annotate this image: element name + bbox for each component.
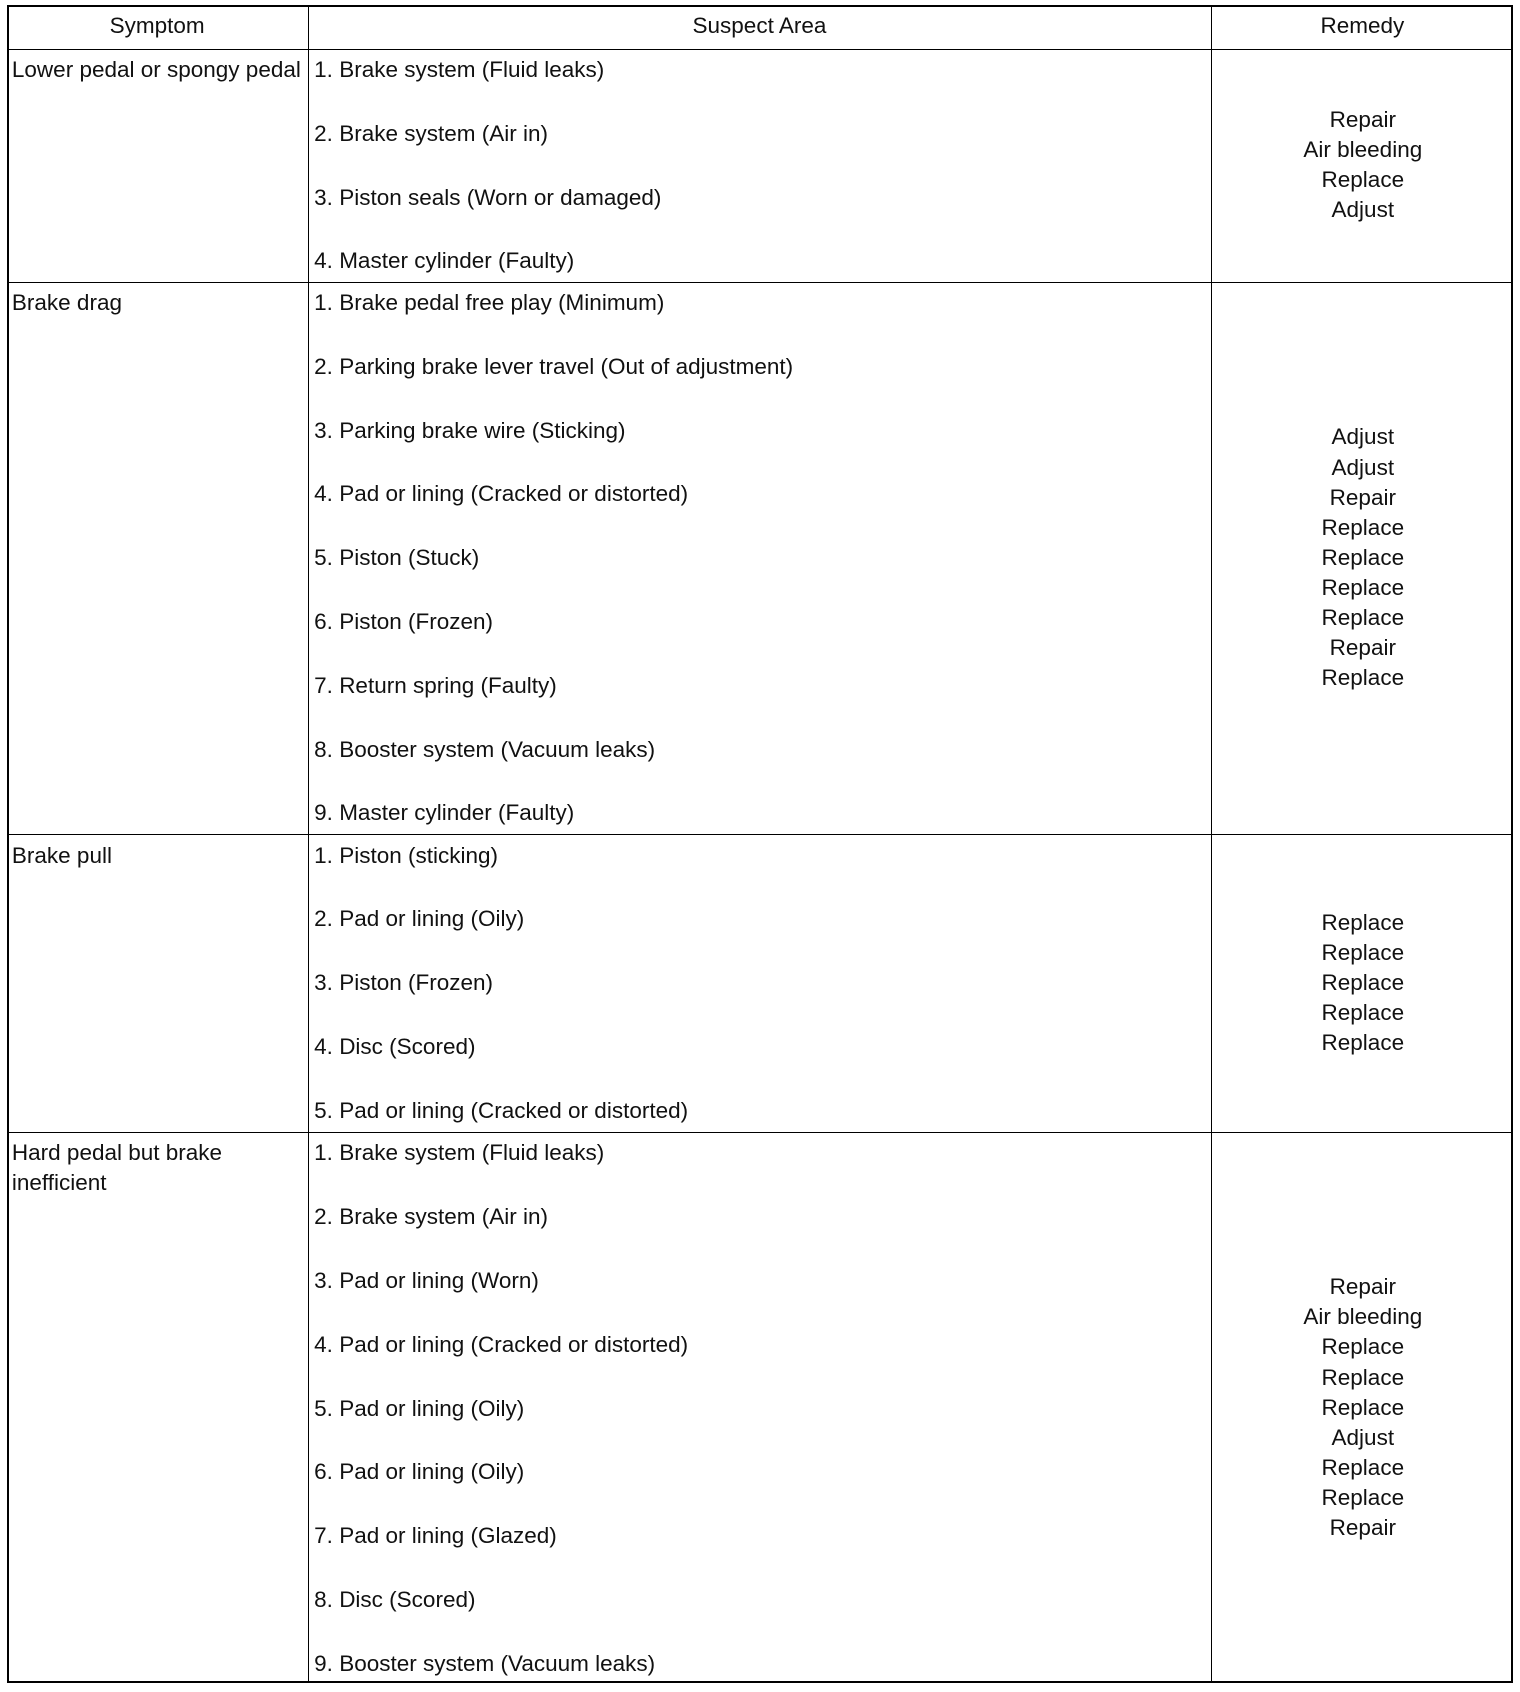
suspect-area-item: 8. Booster system (Vacuum leaks) [314, 736, 656, 762]
row-divider [7, 282, 1514, 283]
remedy-item: Replace [1321, 1394, 1405, 1420]
suspect-area-item: 3. Parking brake wire (Sticking) [314, 417, 626, 443]
remedy-item: Replace [1321, 1334, 1405, 1360]
suspect-area-item: 5. Pad or lining (Oily) [314, 1395, 525, 1421]
header-suspect-area: Suspect Area [692, 12, 827, 38]
suspect-area-item: 8. Disc (Scored) [314, 1586, 476, 1612]
remedy-item: Air bleeding [1303, 1304, 1423, 1330]
remedy-item: Replace [1321, 1454, 1405, 1480]
suspect-area-item: 6. Pad or lining (Oily) [314, 1459, 525, 1485]
suspect-area-item: 1. Piston (sticking) [314, 842, 498, 868]
symptom-cell: Lower pedal or spongy pedal [11, 57, 301, 83]
suspect-area-item: 9. Master cylinder (Faulty) [314, 800, 575, 826]
column-divider [308, 5, 309, 1683]
row-divider [7, 834, 1514, 835]
remedy-item: Replace [1321, 574, 1405, 600]
remedy-item: Adjust [1331, 1424, 1395, 1450]
suspect-area-item: 5. Piston (Stuck) [314, 545, 480, 571]
symptom-cell: Brake drag [11, 290, 122, 316]
header-symptom: Symptom [109, 12, 205, 38]
suspect-area-item: 4. Master cylinder (Faulty) [314, 248, 575, 274]
remedy-item: Adjust [1331, 454, 1395, 480]
suspect-area-item: 3. Pad or lining (Worn) [314, 1267, 539, 1293]
remedy-item: Replace [1321, 167, 1405, 193]
remedy-item: Replace [1321, 514, 1405, 540]
suspect-area-item: 1. Brake system (Fluid leaks) [314, 57, 605, 83]
remedy-item: Replace [1321, 1030, 1405, 1056]
suspect-area-item: 7. Pad or lining (Glazed) [314, 1523, 557, 1549]
remedy-item: Replace [1321, 665, 1405, 691]
suspect-area-item: 2. Parking brake lever travel (Out of adjustment) [314, 353, 794, 379]
suspect-area-item: 5. Pad or lining (Cracked or distorted) [314, 1097, 689, 1123]
remedy-item: Replace [1321, 939, 1405, 965]
remedy-item: Air bleeding [1303, 136, 1423, 162]
suspect-area-item: 4. Pad or lining (Cracked or distorted) [314, 481, 689, 507]
suspect-area-item: 3. Piston (Frozen) [314, 970, 493, 996]
suspect-area-item: 3. Piston seals (Worn or damaged) [314, 184, 662, 210]
suspect-area-item: 2. Pad or lining (Oily) [314, 906, 525, 932]
suspect-area-item: 4. Disc (Scored) [314, 1033, 476, 1059]
suspect-area-item: 4. Pad or lining (Cracked or distorted) [314, 1331, 689, 1357]
suspect-area-item: 6. Piston (Frozen) [314, 608, 493, 634]
remedy-item: Replace [1321, 1000, 1405, 1026]
remedy-item: Repair [1329, 484, 1396, 510]
row-divider [7, 1132, 1514, 1133]
remedy-item: Replace [1321, 909, 1405, 935]
suspect-area-item: 1. Brake pedal free play (Minimum) [314, 290, 665, 316]
remedy-item: Replace [1321, 605, 1405, 631]
remedy-item: Repair [1329, 635, 1396, 661]
row-divider [7, 49, 1514, 50]
remedy-item: Replace [1321, 969, 1405, 995]
remedy-item: Adjust [1331, 424, 1395, 450]
suspect-area-item: 2. Brake system (Air in) [314, 120, 548, 146]
symptom-cell: Brake pull [11, 842, 112, 868]
remedy-item: Repair [1329, 1515, 1396, 1541]
symptom-cell: Hard pedal but brake inefficient [11, 1140, 223, 1196]
suspect-area-item: 1. Brake system (Fluid leaks) [314, 1140, 605, 1166]
remedy-item: Repair [1329, 106, 1396, 132]
suspect-area-item: 2. Brake system (Air in) [314, 1204, 548, 1230]
remedy-item: Replace [1321, 544, 1405, 570]
remedy-item: Repair [1329, 1274, 1396, 1300]
header-remedy: Remedy [1320, 12, 1405, 38]
suspect-area-item: 9. Booster system (Vacuum leaks) [314, 1650, 656, 1676]
remedy-item: Replace [1321, 1364, 1405, 1390]
remedy-item: Replace [1321, 1484, 1405, 1510]
suspect-area-item: 7. Return spring (Faulty) [314, 672, 557, 698]
remedy-item: Adjust [1331, 197, 1395, 223]
